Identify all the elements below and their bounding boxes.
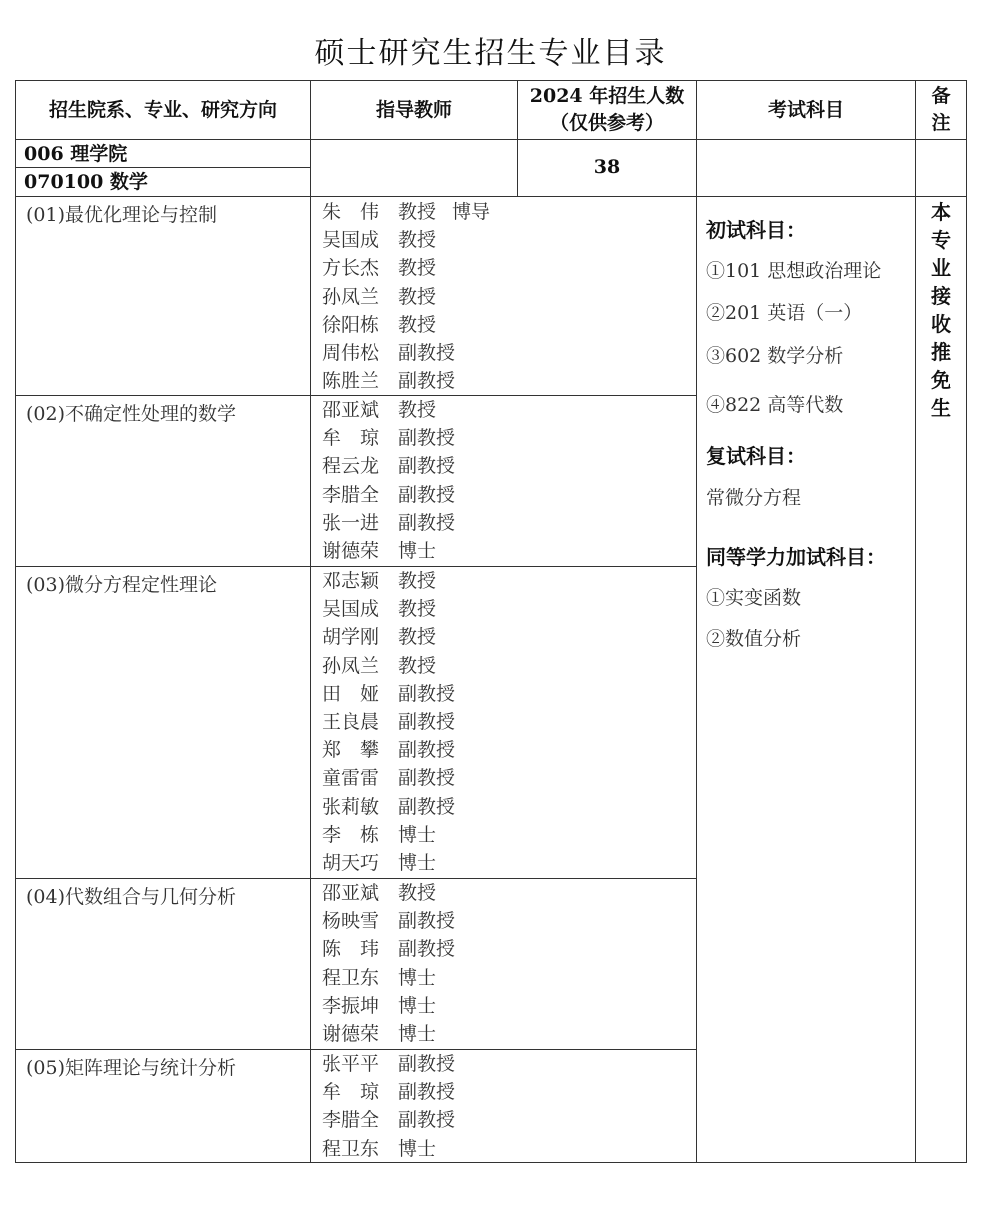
advisor-row bbox=[322, 680, 455, 708]
initial-exam-item: ④822 高等代数 bbox=[706, 394, 844, 416]
direction-label: (01)最优化理论与控制 bbox=[26, 204, 218, 226]
advisor-name: 吴国成 bbox=[322, 229, 380, 252]
advisor-title: 教授 bbox=[398, 654, 437, 677]
advisor-title: 副教授 bbox=[398, 795, 456, 818]
advisor-title: 教授 bbox=[398, 570, 437, 592]
advisor-row bbox=[322, 283, 490, 311]
advisor-list bbox=[322, 1050, 455, 1163]
major-label: 070100 数学 bbox=[24, 171, 148, 193]
enrollment-count: 38 bbox=[593, 156, 621, 178]
advisor-doctoral-supervisor: 博导 bbox=[452, 201, 491, 223]
advisor-row bbox=[322, 849, 455, 877]
header-department-major: 招生院系、专业、研究方向 bbox=[48, 98, 277, 121]
advisor-row bbox=[322, 567, 455, 595]
advisor-row bbox=[322, 736, 455, 764]
advisor-title: 副教授 bbox=[398, 739, 456, 762]
advisor-row bbox=[322, 226, 490, 254]
equivalent-exam-item: ②数值分析 bbox=[706, 628, 802, 650]
advisor-name: 李 栋 bbox=[322, 823, 380, 846]
initial-exam-item: ②201 英语（一） bbox=[706, 302, 863, 324]
advisor-name: 孙凤兰 bbox=[322, 654, 380, 677]
direction-label: (03)微分方程定性理论 bbox=[26, 574, 218, 596]
advisor-title: 副教授 bbox=[398, 938, 456, 961]
advisor-name: 邓志颖 bbox=[322, 570, 380, 592]
page-title: 硕士研究生招生专业目录 bbox=[314, 36, 667, 71]
header-enrollment-line2: （仅供参考） bbox=[549, 112, 664, 134]
advisor-row bbox=[322, 1106, 455, 1134]
advisor-title: 教授 bbox=[398, 201, 437, 223]
advisor-row bbox=[322, 623, 455, 651]
advisor-name: 程云龙 bbox=[322, 455, 380, 478]
advisor-row bbox=[322, 1135, 455, 1163]
advisor-title: 博士 bbox=[398, 1022, 437, 1045]
advisor-row bbox=[322, 367, 490, 395]
advisor-name: 张一进 bbox=[322, 511, 380, 534]
advisor-name: 陈胜兰 bbox=[322, 370, 380, 393]
advisor-row bbox=[322, 1078, 455, 1106]
advisor-title: 教授 bbox=[398, 257, 437, 280]
advisor-row bbox=[322, 964, 455, 992]
advisor-name: 程卫东 bbox=[322, 1137, 380, 1160]
advisor-name: 周伟松 bbox=[322, 341, 380, 364]
initial-exam-item: ①101 思想政治理论 bbox=[706, 260, 882, 282]
advisor-name: 郑 攀 bbox=[322, 739, 380, 762]
advisor-title: 教授 bbox=[398, 626, 437, 649]
advisor-title: 副教授 bbox=[398, 511, 456, 534]
remark-char: 推 bbox=[931, 340, 951, 364]
advisor-title: 博士 bbox=[398, 994, 437, 1017]
equivalent-exam-heading: 同等学力加试科目： bbox=[706, 545, 886, 569]
advisor-title: 教授 bbox=[398, 882, 437, 904]
advisor-row bbox=[322, 1020, 455, 1048]
advisor-row bbox=[322, 764, 455, 792]
advisor-row bbox=[322, 396, 455, 424]
remark-char: 本 bbox=[931, 200, 951, 224]
advisor-name: 谢德荣 bbox=[322, 539, 380, 562]
advisor-row bbox=[322, 595, 455, 623]
advisor-name: 李腊全 bbox=[322, 483, 380, 506]
advisor-name: 吴国成 bbox=[322, 598, 380, 621]
header-enrollment bbox=[518, 81, 696, 139]
advisor-title: 教授 bbox=[398, 285, 437, 308]
advisor-title: 博士 bbox=[398, 966, 437, 989]
header-advisor: 指导教师 bbox=[375, 98, 452, 121]
advisor-row bbox=[322, 992, 455, 1020]
advisor-title: 教授 bbox=[398, 229, 437, 252]
initial-exam-item: ③602 数学分析 bbox=[706, 345, 844, 367]
direction-label: (04)代数组合与几何分析 bbox=[26, 886, 237, 908]
remark-char: 业 bbox=[931, 256, 951, 280]
advisor-row bbox=[322, 821, 455, 849]
advisor-name: 王良晨 bbox=[322, 710, 380, 733]
advisor-title: 博士 bbox=[398, 1137, 437, 1160]
equivalent-exam-item: ①实变函数 bbox=[706, 587, 802, 609]
advisor-title: 博士 bbox=[398, 539, 437, 562]
advisor-row bbox=[322, 793, 455, 821]
advisor-row bbox=[322, 1050, 455, 1078]
advisor-name: 邵亚斌 bbox=[322, 882, 380, 904]
retest-exam-item: 常微分方程 bbox=[706, 487, 802, 509]
advisor-title: 副教授 bbox=[398, 767, 456, 790]
advisor-row bbox=[322, 879, 455, 907]
advisor-title: 教授 bbox=[398, 598, 437, 621]
advisor-row bbox=[322, 537, 455, 565]
advisor-title: 副教授 bbox=[398, 341, 456, 364]
advisor-title: 副教授 bbox=[398, 682, 456, 705]
advisor-row bbox=[322, 424, 455, 452]
advisor-name: 朱 伟 bbox=[322, 201, 380, 223]
advisor-row bbox=[322, 907, 455, 935]
advisor-name: 李振坤 bbox=[322, 994, 380, 1017]
advisor-title: 副教授 bbox=[398, 427, 456, 450]
advisor-row bbox=[322, 652, 455, 680]
advisor-title: 副教授 bbox=[398, 483, 456, 506]
advisor-name: 童雷雷 bbox=[322, 767, 380, 790]
advisor-name: 邵亚斌 bbox=[322, 399, 380, 421]
advisor-row bbox=[322, 311, 490, 339]
advisor-name: 胡学刚 bbox=[322, 626, 380, 649]
advisor-row bbox=[322, 481, 455, 509]
retest-exam-heading: 复试科目： bbox=[706, 444, 806, 468]
advisor-title: 副教授 bbox=[398, 910, 456, 933]
remark-char: 接 bbox=[931, 284, 951, 308]
header-remark: 备注 bbox=[931, 85, 951, 134]
remark-char: 免 bbox=[931, 368, 951, 392]
advisor-name: 方长杰 bbox=[322, 257, 380, 280]
direction-label: (02)不确定性处理的数学 bbox=[26, 403, 237, 425]
advisor-title: 副教授 bbox=[398, 1109, 456, 1132]
header-enrollment-line1: 2024 年招生人数 bbox=[529, 85, 685, 107]
advisor-name: 陈 玮 bbox=[322, 938, 380, 961]
advisor-row bbox=[322, 708, 455, 736]
advisor-list bbox=[322, 879, 455, 1048]
advisor-title: 博士 bbox=[398, 851, 437, 874]
direction-label: (05)矩阵理论与统计分析 bbox=[26, 1057, 237, 1079]
advisor-row bbox=[322, 509, 455, 537]
remark-text bbox=[926, 198, 956, 422]
advisor-name: 谢德荣 bbox=[322, 1022, 380, 1045]
advisor-name: 牟 琼 bbox=[322, 1081, 380, 1104]
advisor-title: 教授 bbox=[398, 399, 437, 421]
advisor-name: 田 娅 bbox=[322, 682, 380, 705]
advisor-name: 徐阳栋 bbox=[322, 313, 380, 336]
advisor-row bbox=[322, 452, 455, 480]
advisor-title: 副教授 bbox=[398, 370, 456, 393]
department-label: 006 理学院 bbox=[24, 143, 128, 165]
advisor-row bbox=[322, 198, 490, 226]
advisor-row bbox=[322, 254, 490, 282]
advisor-name: 程卫东 bbox=[322, 966, 380, 989]
remark-char: 生 bbox=[931, 396, 951, 420]
header-exam-subjects: 考试科目 bbox=[767, 98, 844, 121]
remark-char: 专 bbox=[931, 228, 951, 252]
advisor-row bbox=[322, 935, 455, 963]
advisor-title: 教授 bbox=[398, 313, 437, 336]
advisor-list bbox=[322, 567, 455, 877]
advisor-title: 副教授 bbox=[398, 1053, 456, 1075]
advisor-title: 副教授 bbox=[398, 710, 456, 733]
advisor-name: 张平平 bbox=[322, 1053, 380, 1075]
advisor-name: 孙凤兰 bbox=[322, 285, 380, 308]
advisor-name: 张莉敏 bbox=[322, 795, 380, 818]
advisor-list bbox=[322, 396, 455, 565]
remark-char: 收 bbox=[931, 312, 951, 336]
advisor-name: 李腊全 bbox=[322, 1109, 380, 1132]
advisor-title: 副教授 bbox=[398, 1081, 456, 1104]
advisor-name: 杨映雪 bbox=[322, 910, 380, 933]
advisor-name: 胡天巧 bbox=[322, 851, 380, 874]
advisor-title: 副教授 bbox=[398, 455, 456, 478]
advisor-list bbox=[322, 198, 490, 395]
advisor-title: 博士 bbox=[398, 823, 437, 846]
advisor-name: 牟 琼 bbox=[322, 427, 380, 450]
advisor-row bbox=[322, 339, 490, 367]
initial-exam-heading: 初试科目： bbox=[706, 218, 806, 242]
